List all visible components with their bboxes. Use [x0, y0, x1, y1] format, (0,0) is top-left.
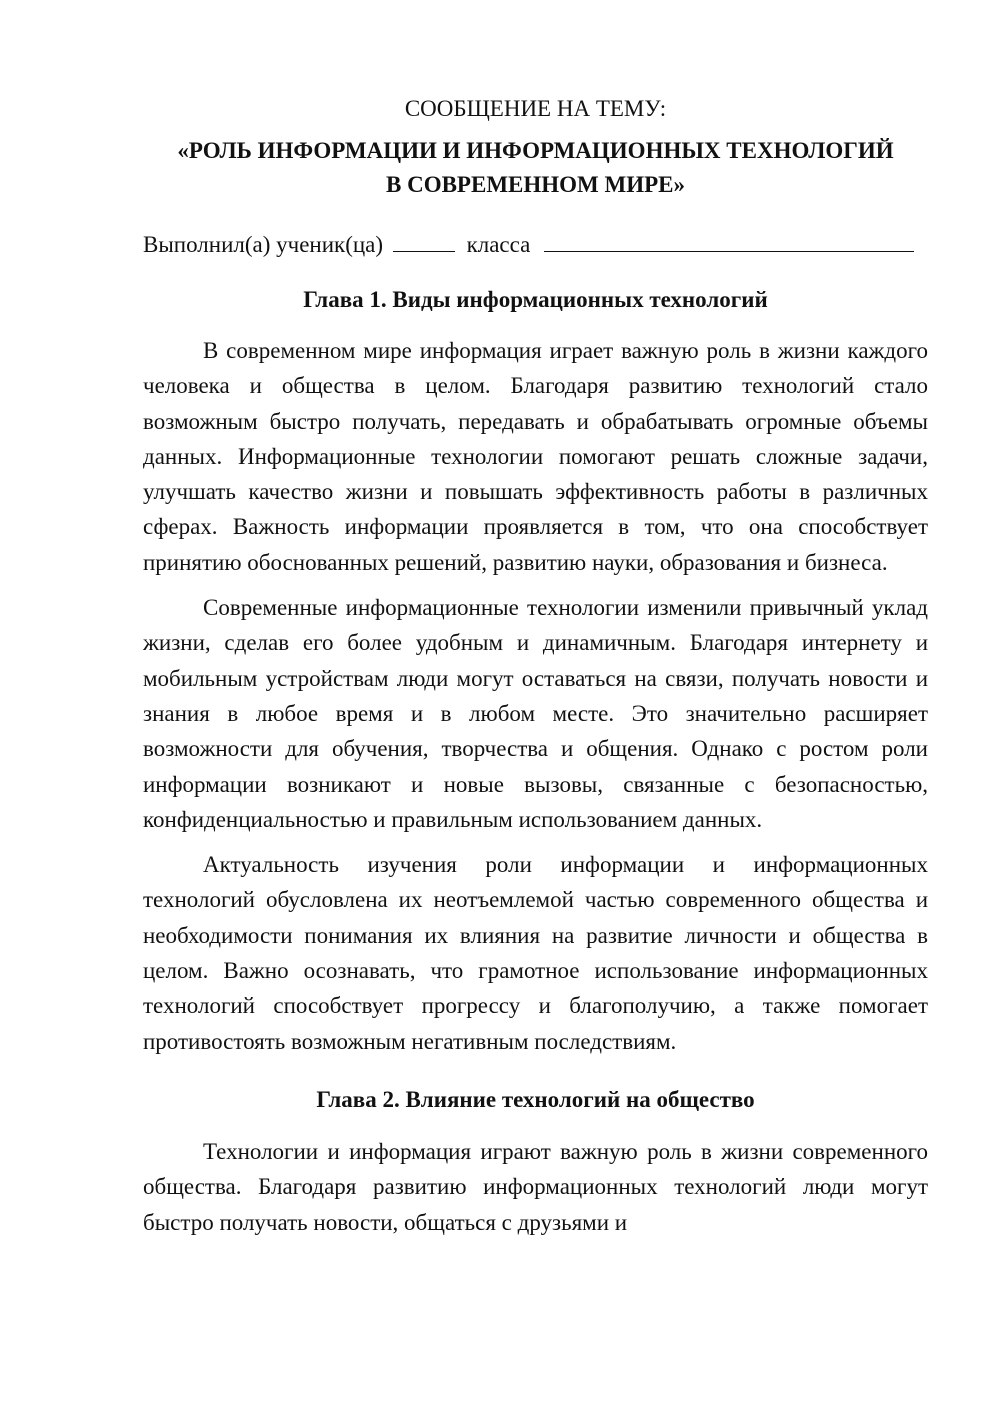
- chapter-1-heading: Глава 1. Виды информационных технологий: [303, 287, 768, 312]
- page-content: [143, 92, 928, 1240]
- author-line: [143, 228, 928, 262]
- chapter-2-heading: Глава 2. Влияние технологий на общество: [316, 1086, 755, 1112]
- chapter-1-paragraph: Современные информационные технологии изменили привычный уклад жизни, сделав его более удобным и динамичным. Благодаря интернету и мобильным устройствам люди могут оставаться на связи, получать новости и знания в любое время и в любом месте. Это значительно расширяет возможности для обучения, творчества и общения. Однако с ростом роли информации возникают и новые вызовы, связанные с безопасностью, конфиденциальностью и правильным использованием данных.: [143, 595, 928, 832]
- chapter-2-paragraph: Технологии и информация играют важную роль в жизни современного общества. Благодаря развитию информационных технологий люди могут быстро получать новости, общаться с друзьями и: [143, 1138, 928, 1235]
- class-label: класса: [466, 232, 531, 257]
- title-line-2: В СОВРЕМЕННОМ МИРЕ»: [386, 172, 685, 197]
- document-header: СООБЩЕНИЕ НА ТЕМУ:: [404, 96, 667, 121]
- document-title: [143, 134, 928, 202]
- author-label: Выполнил(а) ученик(ца): [143, 232, 384, 257]
- chapter-1-paragraph: В современном мире информация играет важную роль в жизни каждого человека и общества в целом. Благодаря развитию технологий стало возможным быстро получать, передавать и обрабатывать огромные объемы данных. Информационные технологии помогают решать сложные задачи, улучшать качество жизни и повышать эффективность работы в различных сферах. Важность информации проявляется в том, что она способствует принятию обоснованных решений, развитию науки, образования и бизнеса.: [143, 338, 928, 575]
- grade-blank: [393, 229, 455, 252]
- chapter-1-paragraph: Актуальность изучения роли информации и информационных технологий обусловлена их неотъемлемой частью современного общества и необходимости понимания их влияния на развитие личности и общества в целом. Важно осознавать, что грамотное использование информационных технологий способствует прогрессу и благополучию, а также помогает противостоять возможным негативным последствиям.: [143, 852, 928, 1054]
- title-line-1: «РОЛЬ ИНФОРМАЦИИ И ИНФОРМАЦИОННЫХ ТЕХНОЛОГИЙ: [177, 138, 894, 163]
- name-blank: [544, 229, 914, 252]
